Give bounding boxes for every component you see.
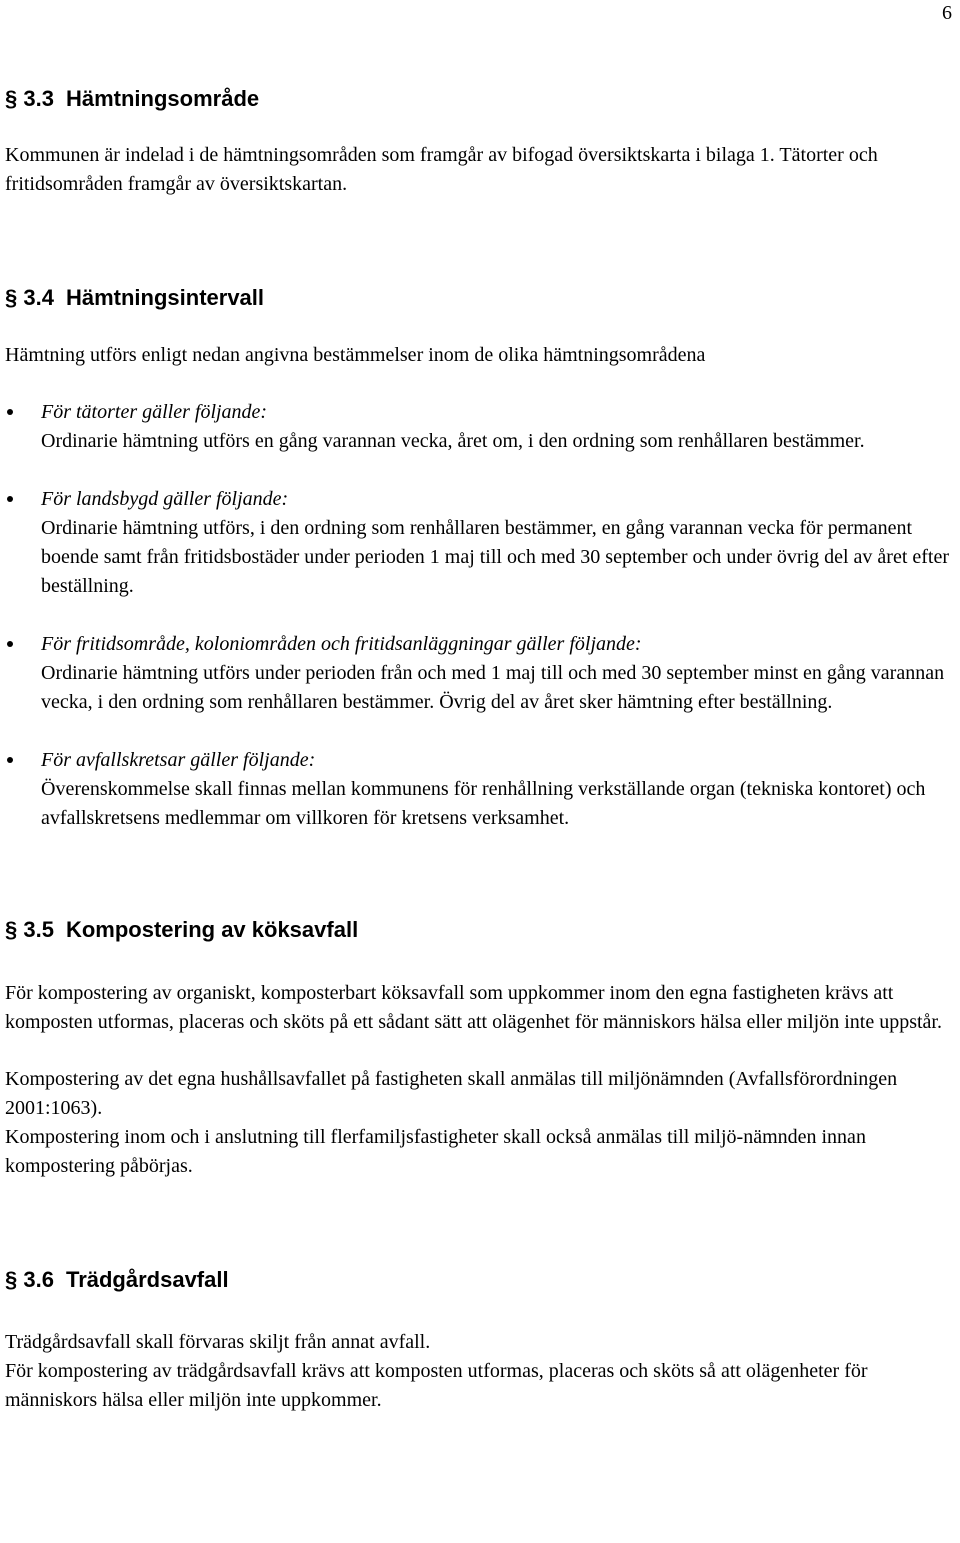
bullet-lead: För fritidsområde, koloniområden och fritidsanläggningar gäller följande: bbox=[41, 633, 642, 655]
section-title: Kompostering av köksavfall bbox=[65, 917, 359, 942]
section-marker: § bbox=[5, 917, 18, 942]
section-heading-3-6 bbox=[5, 1265, 955, 1295]
section-number: 3.5 bbox=[23, 917, 54, 942]
bullet-dot-icon bbox=[7, 496, 13, 502]
paragraph: Kompostering av det egna hushållsavfallet på fastigheten skall anmälas till miljönämnden (Avfallsförordningen 2001:1063). bbox=[5, 1068, 898, 1119]
bullet-text: Överenskommelse skall finnas mellan kommunens för renhållning verkställande organ (tekniska kontoret) och avfallskretsens medlemmar om villkoren för kretsens verksamhet. bbox=[41, 778, 926, 829]
list-item bbox=[5, 746, 955, 833]
document-body bbox=[5, 84, 955, 1415]
section-title: Hämtningsområde bbox=[65, 86, 260, 111]
bullet-text: Ordinarie hämtning utförs under perioden från och med 1 maj till och med 30 september minst en gång varannan vecka, i den ordning som renhållaren bestämmer. Övrig del av året sker hämtning efter beställning. bbox=[41, 662, 945, 713]
section-marker: § bbox=[5, 1267, 18, 1292]
page-number: 6 bbox=[942, 2, 952, 24]
list-item bbox=[5, 630, 955, 717]
bullet-lead: För tätorter gäller följande: bbox=[41, 401, 268, 423]
list-item bbox=[5, 398, 955, 456]
section-number: 3.4 bbox=[23, 285, 54, 310]
paragraph: Kommunen är indelad i de hämtningsområden som framgår av bifogad översiktskarta i bilaga 1. Tätorter och fritidsområden framgår av översiktskartan. bbox=[5, 144, 878, 195]
paragraph: Kompostering inom och i anslutning till flerfamiljsfastigheter skall också anmälas till miljö-nämnden innan kompostering påbörjas. bbox=[5, 1126, 866, 1177]
paragraph: För kompostering av trädgårdsavfall krävs att komposten utformas, placeras och sköts så att olägenheter för människors hälsa eller miljön inte uppkommer. bbox=[5, 1360, 868, 1411]
section-marker: § bbox=[5, 285, 18, 310]
section-heading-3-4 bbox=[5, 283, 955, 313]
bullet-dot-icon bbox=[7, 641, 13, 647]
paragraph: För kompostering av organiskt, komposterbart köksavfall som uppkommer inom den egna fastigheten krävs att komposten utformas, placeras och sköts på ett sådant sätt att olägenhet för människors hälsa eller miljön inte uppstår. bbox=[5, 982, 942, 1033]
bullet-lead: För avfallskretsar gäller följande: bbox=[41, 749, 316, 771]
bullet-text: Ordinarie hämtning utförs, i den ordning som renhållaren bestämmer, en gång varannan vecka för permanent boende samt från fritidsbostäder under perioden 1 maj till och med 30 september och under övrig del av året efter beställning. bbox=[41, 517, 950, 597]
section-marker: § bbox=[5, 86, 18, 111]
bullet-text: Ordinarie hämtning utförs en gång varannan vecka, året om, i den ordning som renhållaren bestämmer. bbox=[41, 430, 865, 452]
bullet-dot-icon bbox=[7, 757, 13, 763]
bullet-list bbox=[5, 398, 955, 833]
section-heading-3-3 bbox=[5, 84, 955, 114]
section-number: 3.6 bbox=[23, 1267, 54, 1292]
section-heading-3-5 bbox=[5, 915, 955, 945]
section-title: Trädgårdsavfall bbox=[65, 1267, 229, 1292]
bullet-dot-icon bbox=[7, 409, 13, 415]
section-title: Hämtningsintervall bbox=[65, 285, 265, 310]
bullet-lead: För landsbygd gäller följande: bbox=[41, 488, 289, 510]
intro-paragraph: Hämtning utförs enligt nedan angivna bestämmelser inom de olika hämtningsområdena bbox=[5, 344, 706, 366]
list-item bbox=[5, 485, 955, 601]
section-number: 3.3 bbox=[23, 86, 54, 111]
paragraph: Trädgårdsavfall skall förvaras skiljt från annat avfall. bbox=[5, 1331, 431, 1353]
